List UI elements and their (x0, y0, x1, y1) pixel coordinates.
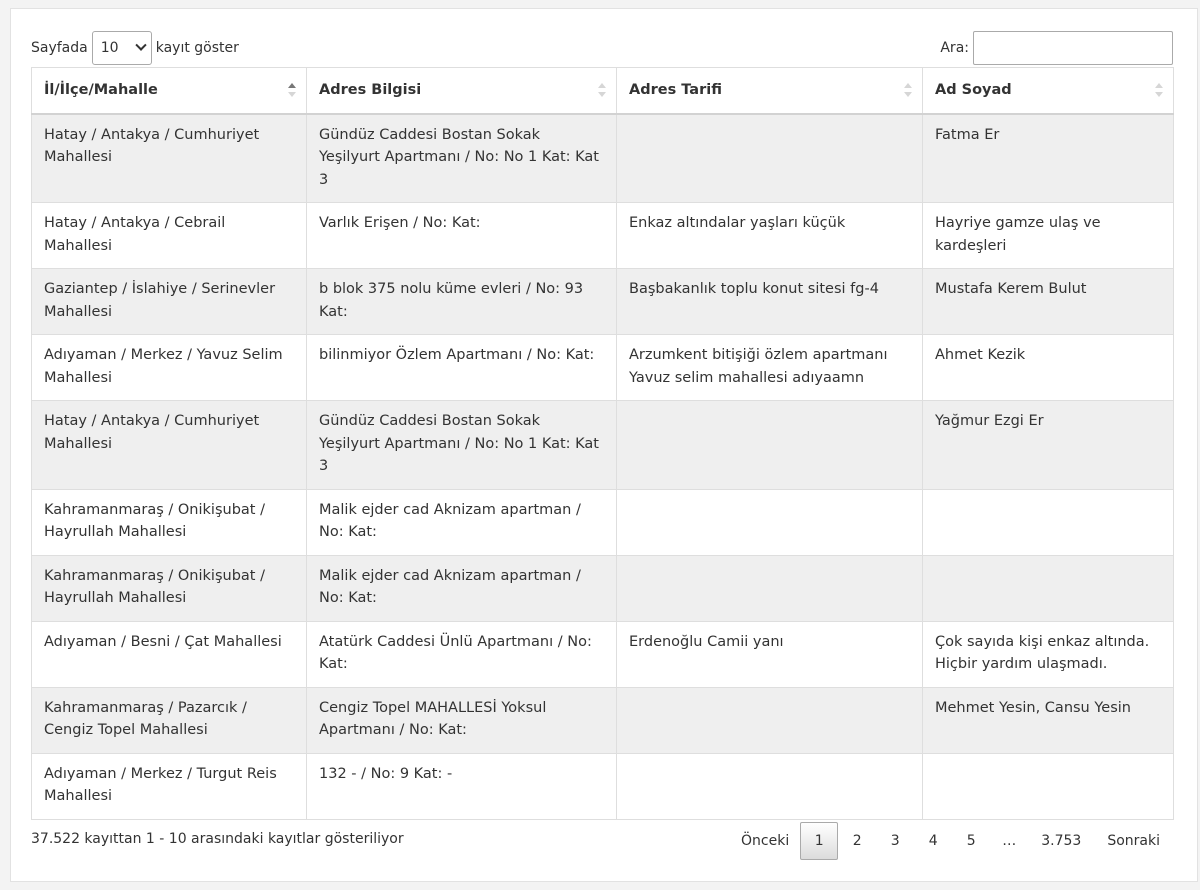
cell-location: Adıyaman / Merkez / Turgut Reis Mahallesi (32, 753, 307, 819)
table-row (32, 203, 1174, 269)
pagination (730, 821, 1173, 861)
column-header-label: Ad Soyad (935, 82, 1012, 98)
cell-location: Adıyaman / Merkez / Yavuz Selim Mahallesi (32, 335, 307, 401)
page-length-value: 10 (100, 40, 119, 56)
table-row (32, 621, 1174, 687)
column-header-label: İl/İlçe/Mahalle (44, 82, 158, 98)
table-footer (31, 821, 1173, 861)
table-info: 37.522 kayıttan 1 - 10 arasındaki kayıtlar gösteriliyor (31, 831, 404, 847)
cell-directions: Başbakanlık toplu konut sitesi fg-4 (617, 269, 923, 335)
cell-directions (617, 489, 923, 555)
cell-directions: Enkaz altındalar yaşları küçük (617, 203, 923, 269)
pagination-page-last[interactable]: 3.753 (1041, 833, 1082, 849)
cell-location: Hatay / Antakya / Cumhuriyet Mahallesi (32, 114, 307, 203)
column-header-address[interactable] (307, 68, 617, 114)
cell-name: Ahmet Kezik (923, 335, 1174, 401)
cell-location: Hatay / Antakya / Cebrail Mahallesi (32, 203, 307, 269)
table-row (32, 401, 1174, 490)
cell-address: Malik ejder cad Aknizam apartman / No: Kat: (307, 489, 617, 555)
sort-icon (288, 82, 296, 98)
table-panel (10, 8, 1198, 882)
cell-address: Gündüz Caddesi Bostan Sokak Yeşilyurt Apartmanı / No: No 1 Kat: Kat 3 (307, 401, 617, 490)
cell-address: Atatürk Caddesi Ünlü Apartmanı / No: Kat: (307, 621, 617, 687)
cell-location: Kahramanmaraş / Pazarcık / Cengiz Topel Mahallesi (32, 687, 307, 753)
search-input[interactable] (973, 31, 1173, 65)
sort-icon (904, 82, 912, 98)
cell-name (923, 753, 1174, 819)
sort-icon (598, 82, 606, 98)
cell-directions (617, 114, 923, 203)
cell-address: Varlık Erişen / No: Kat: (307, 203, 617, 269)
cell-location: Kahramanmaraş / Onikişubat / Hayrullah Mahallesi (32, 555, 307, 621)
cell-name: Yağmur Ezgi Er (923, 401, 1174, 490)
column-header-label: Adres Bilgisi (319, 82, 422, 98)
cell-directions (617, 753, 923, 819)
page-length-control (31, 31, 239, 65)
pagination-ellipsis: … (1002, 833, 1017, 849)
pagination-page-2[interactable]: 2 (852, 833, 862, 849)
column-header-name[interactable] (923, 68, 1174, 114)
pagination-page-3[interactable]: 3 (890, 833, 900, 849)
table-row (32, 555, 1174, 621)
cell-directions (617, 687, 923, 753)
cell-directions (617, 555, 923, 621)
table-row (32, 269, 1174, 335)
records-table (31, 67, 1174, 820)
table-row (32, 335, 1174, 401)
cell-directions (617, 401, 923, 490)
cell-address: Malik ejder cad Aknizam apartman / No: Kat: (307, 555, 617, 621)
chevron-down-icon (135, 40, 146, 51)
cell-name: Mehmet Yesin, Cansu Yesin (923, 687, 1174, 753)
cell-location: Adıyaman / Besni / Çat Mahallesi (32, 621, 307, 687)
cell-name: Fatma Er (923, 114, 1174, 203)
cell-address: 132 - / No: 9 Kat: - (307, 753, 617, 819)
column-header-directions[interactable] (617, 68, 923, 114)
pagination-page-5[interactable]: 5 (966, 833, 976, 849)
pagination-previous[interactable]: Önceki (741, 833, 790, 849)
cell-address: bilinmiyor Özlem Apartmanı / No: Kat: (307, 335, 617, 401)
cell-location: Gaziantep / İslahiye / Serinevler Mahallesi (32, 269, 307, 335)
table-row (32, 489, 1174, 555)
cell-name: Çok sayıda kişi enkaz altında. Hiçbir yardım ulaşmadı. (923, 621, 1174, 687)
column-header-location[interactable] (32, 68, 307, 114)
search-control (940, 31, 1173, 65)
table-row (32, 114, 1174, 203)
pagination-next[interactable]: Sonraki (1107, 833, 1160, 849)
cell-location: Hatay / Antakya / Cumhuriyet Mahallesi (32, 401, 307, 490)
cell-name (923, 489, 1174, 555)
search-label: Ara: (940, 40, 969, 56)
column-header-label: Adres Tarifi (629, 82, 722, 98)
page-length-label-before: Sayfada (31, 40, 88, 56)
cell-directions: Arzumkent bitişiği özlem apartmanı Yavuz selim mahallesi adıyaamn (617, 335, 923, 401)
cell-directions: Erdenoğlu Camii yanı (617, 621, 923, 687)
cell-location: Kahramanmaraş / Onikişubat / Hayrullah Mahallesi (32, 489, 307, 555)
page-length-label-after: kayıt göster (155, 40, 239, 56)
cell-name (923, 555, 1174, 621)
sort-icon (1155, 82, 1163, 98)
table-header-row (32, 68, 1174, 114)
page-length-select[interactable] (92, 31, 152, 65)
table-row (32, 753, 1174, 819)
cell-address: Gündüz Caddesi Bostan Sokak Yeşilyurt Apartmanı / No: No 1 Kat: Kat 3 (307, 114, 617, 203)
table-row (32, 687, 1174, 753)
pagination-page-1[interactable]: 1 (800, 822, 838, 860)
cell-address: Cengiz Topel MAHALLESİ Yoksul Apartmanı / No: Kat: (307, 687, 617, 753)
cell-name: Hayriye gamze ulaş ve kardeşleri (923, 203, 1174, 269)
cell-address: b blok 375 nolu küme evleri / No: 93 Kat: (307, 269, 617, 335)
cell-name: Mustafa Kerem Bulut (923, 269, 1174, 335)
pagination-page-4[interactable]: 4 (928, 833, 938, 849)
table-controls (31, 31, 1173, 65)
